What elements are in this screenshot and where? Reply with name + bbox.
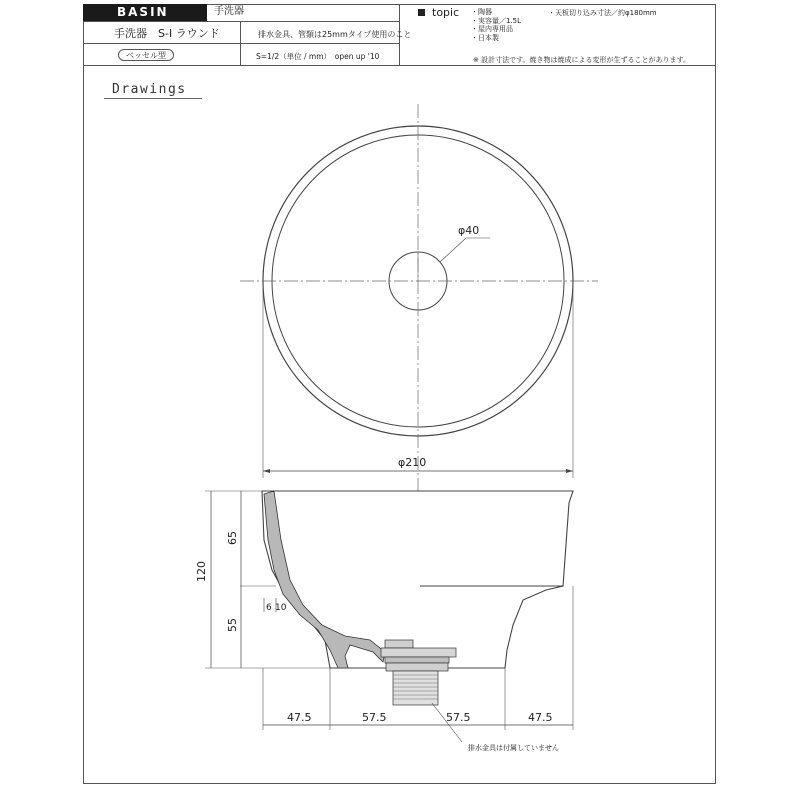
callout-label: 排水金具は付属していません [468, 744, 559, 752]
scale-note: S=1/2（単位 / mm） open up '10 [256, 52, 380, 61]
caution-note: ※ 設計寸法です。焼き物は焼成による変形が生ずることがあります。 [473, 56, 690, 64]
bottom-dim-1: 47.5 [287, 711, 312, 724]
wall-6-label: 6 [266, 603, 272, 613]
basin-outline [262, 491, 573, 668]
height-lower-label: 55 [226, 618, 239, 632]
topic-bullet: ・実容量／1.5L [471, 16, 522, 25]
style-badge-text: ベッセル型 [126, 51, 166, 60]
section-title: Drawings [112, 82, 187, 97]
section-view [195, 491, 573, 752]
arrow-right [566, 469, 573, 473]
bottom-dim-3: 57.5 [446, 711, 471, 724]
topic-bullet: ・陶器 [471, 8, 492, 16]
drain-nut [381, 648, 456, 657]
product-name: 手洗器 S-I ラウンド [114, 27, 220, 40]
drain-lock [386, 663, 448, 671]
wall-10-label: 10 [275, 603, 287, 613]
arrow-left [263, 469, 270, 473]
drain-note: 排水金具、管類は25mmタイプ使用のこと [258, 30, 412, 39]
category-label: BASIN [83, 4, 207, 21]
topic-bullet: ・日本製 [471, 33, 499, 42]
drain-thread [393, 671, 438, 705]
bottom-dim-4: 47.5 [528, 711, 553, 724]
drain-leader [440, 238, 466, 262]
drain-flange [385, 640, 413, 648]
topic-title: topic [432, 6, 460, 19]
height-upper-label: 65 [226, 531, 239, 545]
countertop-note: ・天板切り込み寸法／約φ180mm [548, 9, 657, 17]
bottom-dim-2: 57.5 [362, 711, 387, 724]
height-total-label: 120 [195, 561, 208, 582]
drain-washer [385, 657, 449, 663]
topic-bullet: ・屋内専用品 [471, 25, 513, 33]
type-label: 手洗器 [214, 6, 244, 17]
outer-diameter-label: φ210 [398, 456, 427, 469]
drain-diameter-label: φ40 [458, 224, 480, 237]
